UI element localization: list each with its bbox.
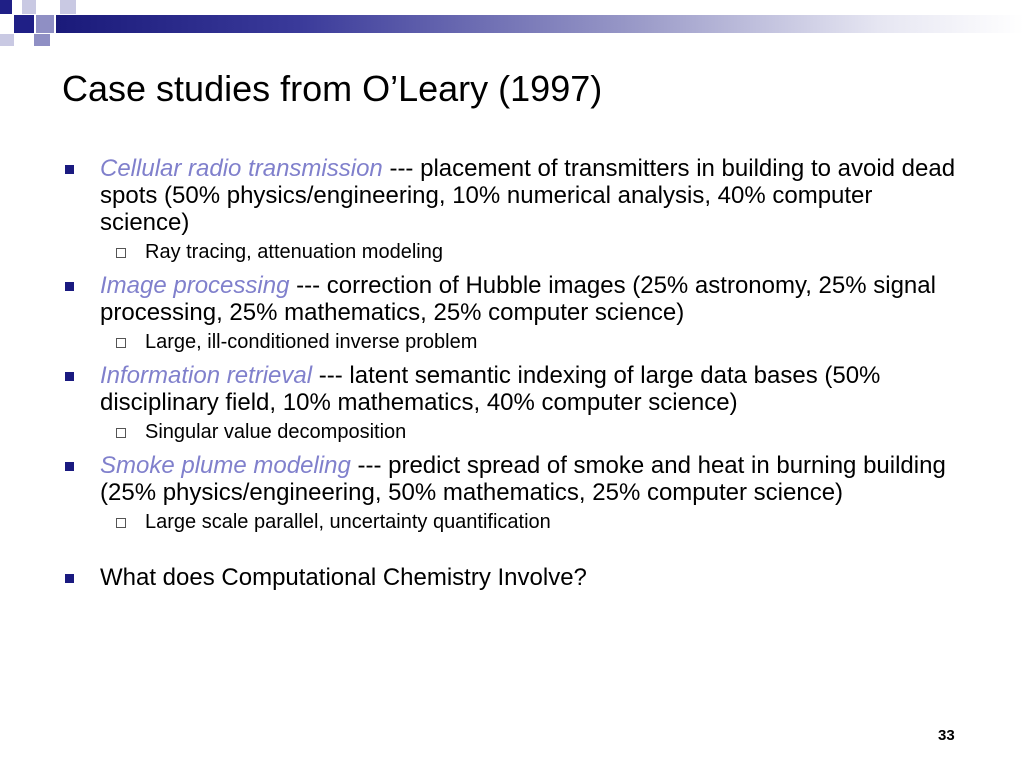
slide-content bbox=[62, 155, 962, 595]
bullet-block bbox=[62, 155, 962, 264]
header-square bbox=[60, 0, 76, 14]
header-square bbox=[0, 0, 12, 14]
hollow-square-bullet-icon bbox=[116, 338, 126, 348]
sub-bullet-text: Large scale parallel, uncertainty quantification bbox=[145, 511, 551, 533]
bullet-text: --- correction of Hubble images (25% astronomy, 25% signal processing, 25% mathematics, 25% computer science) bbox=[100, 272, 936, 326]
header-gradient-bar bbox=[56, 15, 1024, 33]
bullet-block bbox=[62, 362, 962, 444]
sub-bullet-item bbox=[62, 330, 962, 354]
sub-bullet-item bbox=[62, 240, 962, 264]
sub-bullet-text: Singular value decomposition bbox=[145, 421, 407, 443]
header-square bbox=[0, 34, 14, 46]
bullet-item bbox=[62, 272, 962, 326]
bullet-block bbox=[62, 564, 962, 591]
bullet-item bbox=[62, 155, 962, 236]
bullet-topic: Image processing bbox=[100, 272, 290, 299]
header-square bbox=[22, 0, 36, 14]
bullet-item bbox=[62, 362, 962, 416]
sub-bullet-item bbox=[62, 510, 962, 534]
header-square bbox=[14, 15, 34, 33]
header-decoration bbox=[0, 0, 1024, 46]
sub-bullet-item bbox=[62, 420, 962, 444]
hollow-square-bullet-icon bbox=[116, 248, 126, 258]
bullet-item bbox=[62, 564, 962, 591]
square-bullet-icon bbox=[65, 282, 74, 291]
bullet-text: --- placement of transmitters in building to avoid dead spots (50% physics/engineering, 10% numerical analysis, 40% computer science) bbox=[100, 155, 956, 236]
bullet-text: --- latent semantic indexing of large data bases (50% disciplinary field, 10% mathematics, 40% computer science) bbox=[100, 362, 881, 416]
slide-title: Case studies from O’Leary (1997) bbox=[62, 68, 603, 109]
square-bullet-icon bbox=[65, 574, 74, 583]
hollow-square-bullet-icon bbox=[116, 518, 126, 528]
bullet-topic: Smoke plume modeling bbox=[100, 452, 351, 479]
bullet-topic: Information retrieval bbox=[100, 362, 313, 389]
bullet-topic: Cellular radio transmission bbox=[100, 155, 383, 182]
hollow-square-bullet-icon bbox=[116, 428, 126, 438]
bullet-item bbox=[62, 452, 962, 506]
bullet-text: --- predict spread of smoke and heat in burning building (25% physics/engineering, 50% mathematics, 25% computer science) bbox=[100, 452, 946, 506]
square-bullet-icon bbox=[65, 372, 74, 381]
bullet-text: What does Computational Chemistry Involve? bbox=[100, 564, 587, 591]
page-number: 33 bbox=[938, 727, 955, 744]
square-bullet-icon bbox=[65, 165, 74, 174]
sub-bullet-text: Large, ill-conditioned inverse problem bbox=[145, 331, 478, 353]
bullet-block bbox=[62, 452, 962, 534]
header-square bbox=[34, 34, 50, 46]
sub-bullet-text: Ray tracing, attenuation modeling bbox=[145, 241, 443, 263]
bullet-block bbox=[62, 272, 962, 354]
header-square bbox=[36, 15, 54, 33]
square-bullet-icon bbox=[65, 462, 74, 471]
